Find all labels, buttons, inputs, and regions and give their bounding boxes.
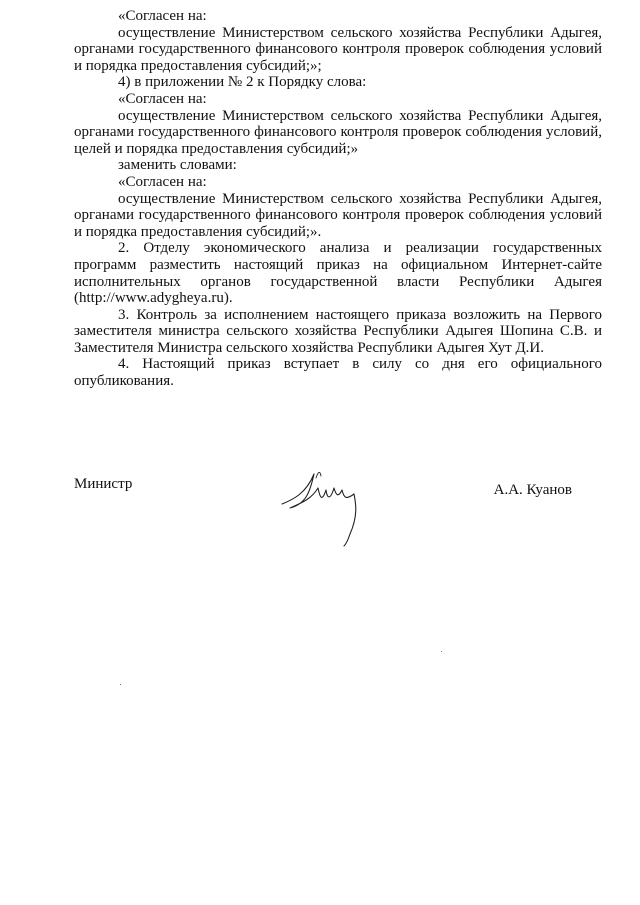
paragraph-1: «Согласен на: xyxy=(118,8,207,24)
paragraph-6: заменить словами: xyxy=(118,157,237,174)
signatory-title: Министр xyxy=(74,476,133,492)
paragraph-8: осуществление Министерством сельского хозяйства Республики Адыгея, органами государственного финансового контроля проверок соблюдения условий и порядка предоставления субсидий;». xyxy=(74,190,602,240)
document-body xyxy=(74,8,602,390)
signature-block xyxy=(0,468,640,548)
paragraph-5: осуществление Министерством сельского хозяйства Республики Адыгея, органами государственного финансового контроля проверок соблюдения условий, целей и порядка предоставления субсидий;» xyxy=(74,107,602,157)
paragraph-7: «Согласен на: xyxy=(118,173,207,190)
handwritten-signature xyxy=(280,468,380,548)
paragraph-2: осуществление Министерством сельского хозяйства Республики Адыгея, органами государственного финансового контроля проверок соблюдения условий и порядка предоставления субсидий;»; xyxy=(74,24,602,74)
paragraph-10: 3. Контроль за исполнением настоящего приказа возложить на Первого заместителя министра сельского хозяйства Республики Адыгея Шопина С.В. и Заместителя Министра сельского хозяйства Республики Адыгея Хут Д.И. xyxy=(74,306,602,356)
scan-speck xyxy=(120,684,121,685)
signatory-name: А.А. Куанов xyxy=(493,482,572,498)
paragraph-11: 4. Настоящий приказ вступает в силу со дня его официального опубликования. xyxy=(74,356,602,390)
paragraph-9: 2. Отделу экономического анализа и реализации государственных программ разместить настоящий приказ на официальном Интернет-сайте исполнительных органов государственной власти Республики Адыгея (http://www.adygheya.ru). xyxy=(74,240,602,307)
scan-speck xyxy=(441,651,442,652)
paragraph-3: 4) в приложении № 2 к Порядку слова: xyxy=(118,74,367,91)
paragraph-4: «Согласен на: xyxy=(118,90,207,107)
